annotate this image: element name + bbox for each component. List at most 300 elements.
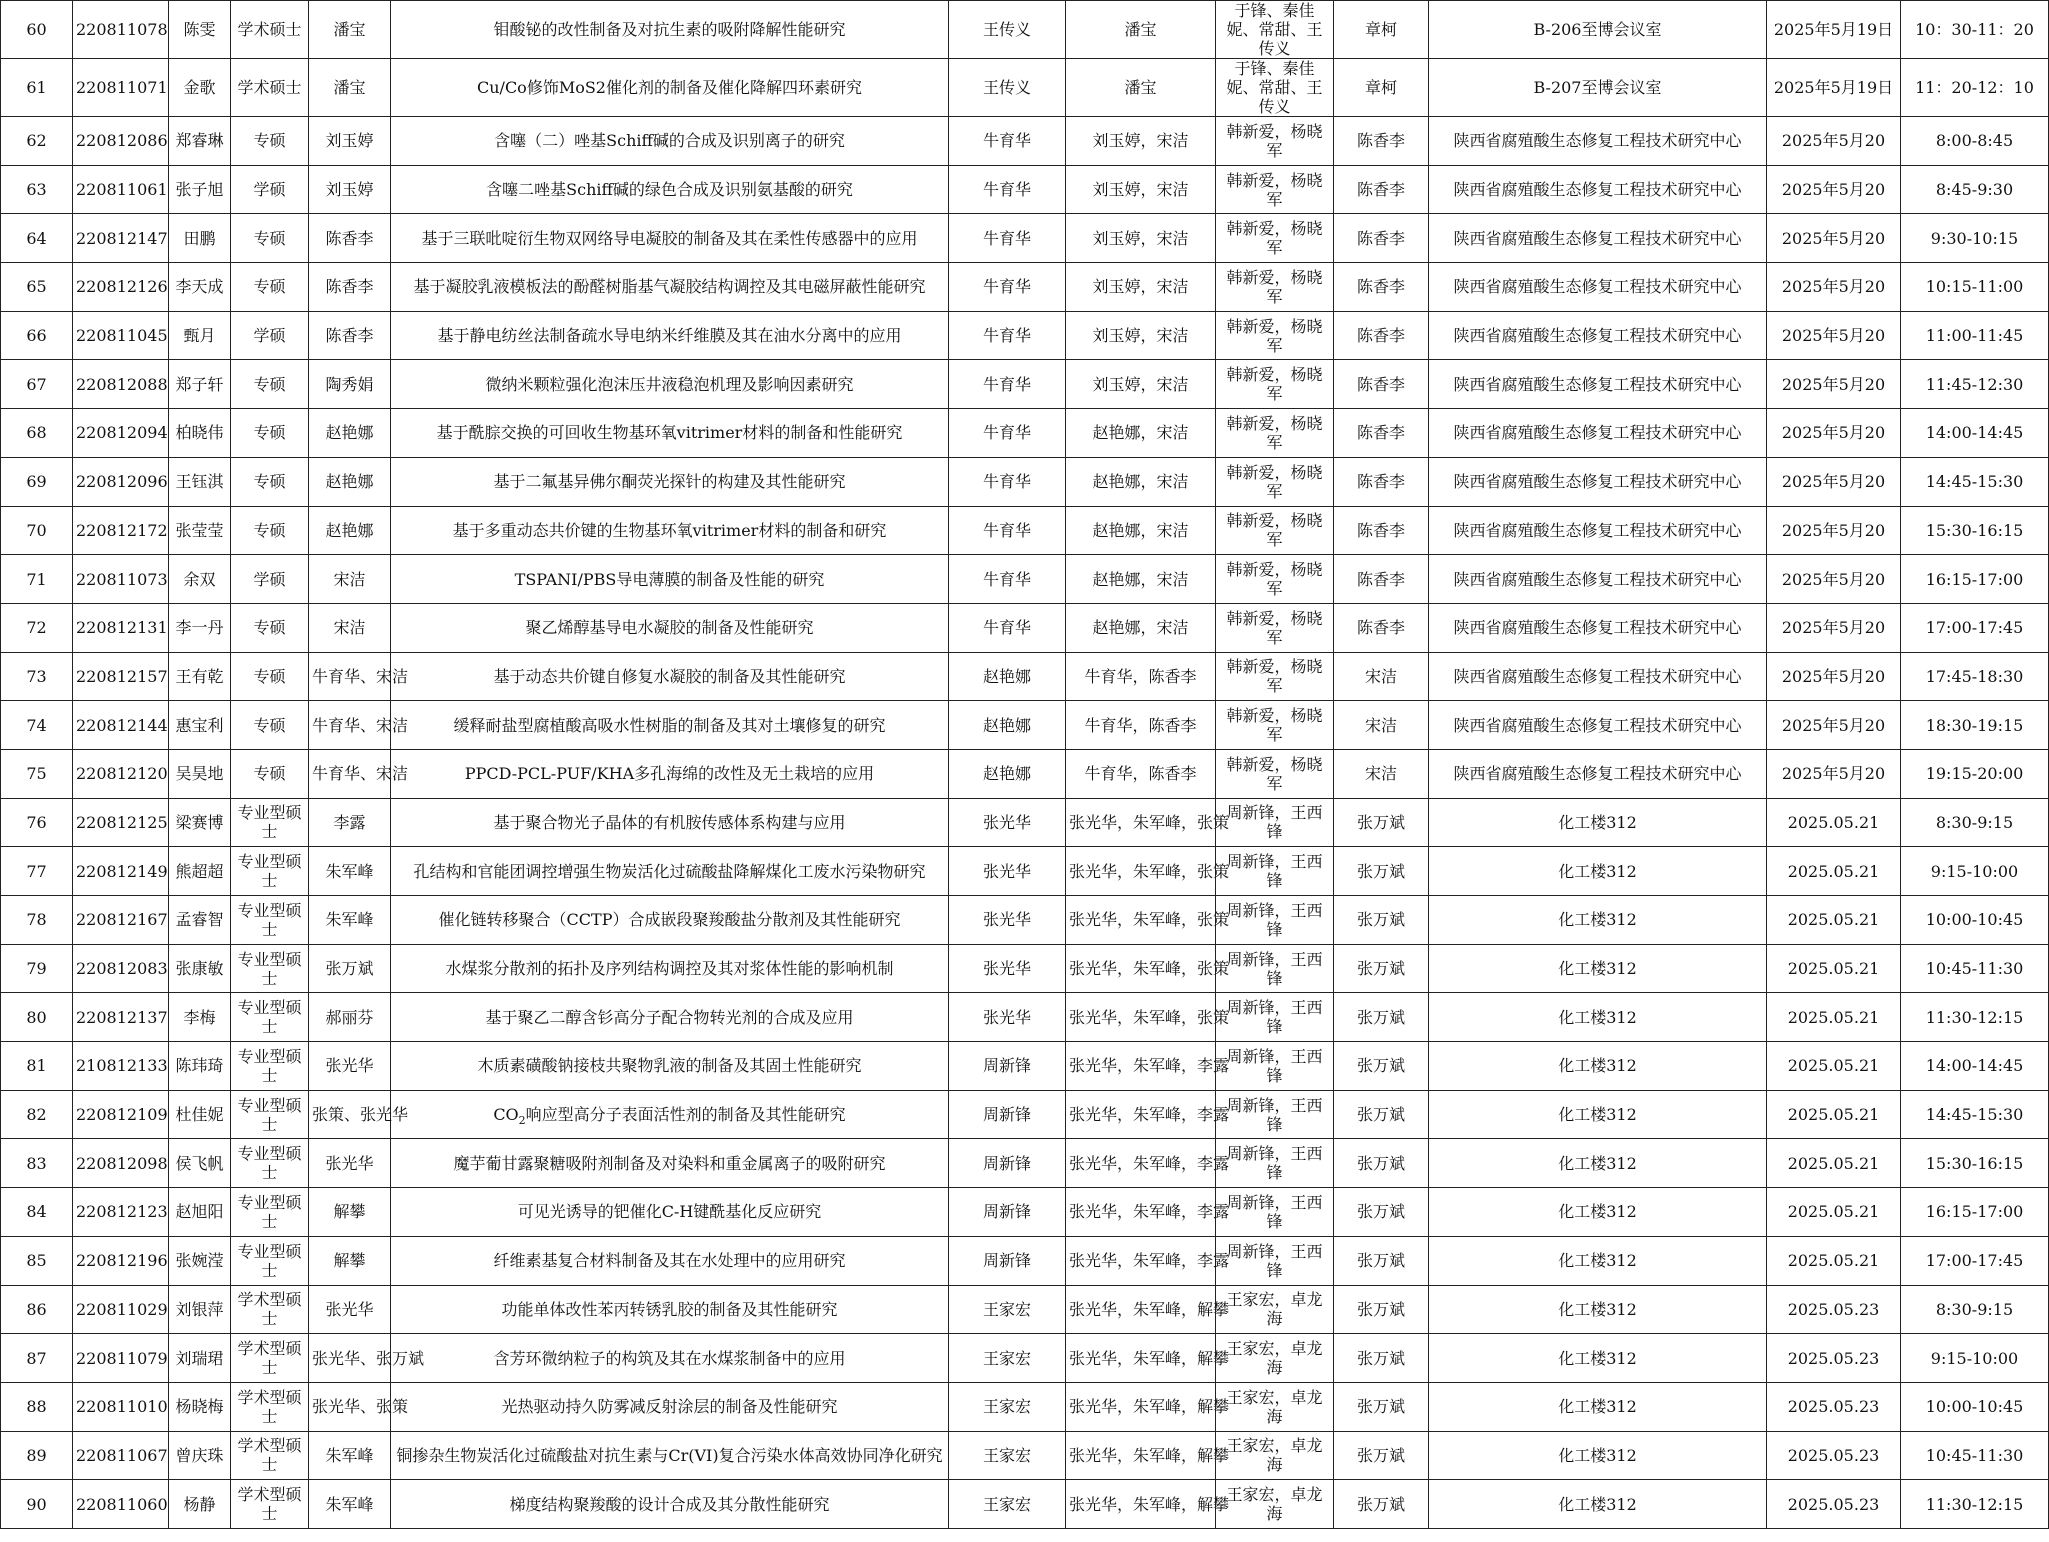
location-cell: 陕西省腐殖酸生态修复工程技术研究中心 <box>1429 701 1767 750</box>
thesis-title-cell: 纤维素基复合材料制备及其在水处理中的应用研究 <box>391 1236 949 1285</box>
advisor-cell: 张光华、张万斌 <box>309 1334 391 1383</box>
degree-type-cell: 学术型硕士 <box>231 1285 309 1334</box>
student-name-cell: 陈雯 <box>169 1 231 59</box>
location-cell: 陕西省腐殖酸生态修复工程技术研究中心 <box>1429 457 1767 506</box>
committee-members-cell: 张光华，朱军峰，解攀 <box>1066 1480 1216 1529</box>
student-id-cell: 220811067 <box>73 1431 169 1480</box>
committee-members-cell: 刘玉婷，宋洁 <box>1066 165 1216 214</box>
table-row <box>1 1 2049 59</box>
student-name-cell: 甄月 <box>169 311 231 360</box>
time-cell: 17:00-17:45 <box>1901 603 2049 652</box>
student-name-cell: 金歌 <box>169 59 231 117</box>
committee-secretary-cell: 韩新爱，杨晓军 <box>1216 603 1334 652</box>
committee-chair-cell: 牛育华 <box>949 117 1066 166</box>
table-row <box>1 1431 2049 1480</box>
date-cell: 2025年5月20 <box>1767 165 1901 214</box>
committee-chair-cell: 牛育华 <box>949 263 1066 312</box>
recorder-cell: 陈香李 <box>1334 603 1429 652</box>
student-name-cell: 张莹莹 <box>169 506 231 555</box>
thesis-title-cell: 缓释耐盐型腐植酸高吸水性树脂的制备及其对土壤修复的研究 <box>391 701 949 750</box>
degree-type-cell: 学术型硕士 <box>231 1431 309 1480</box>
committee-chair-cell: 王家宏 <box>949 1334 1066 1383</box>
advisor-cell: 张策、张光华 <box>309 1090 391 1139</box>
advisor-cell: 朱军峰 <box>309 896 391 945</box>
committee-members-cell: 张光华，朱军峰，张策 <box>1066 993 1216 1042</box>
recorder-cell: 宋洁 <box>1334 749 1429 798</box>
committee-members-cell: 张光华，朱军峰，李露 <box>1066 1090 1216 1139</box>
student-id-cell: 210812133 <box>73 1042 169 1091</box>
table-row <box>1 506 2049 555</box>
location-cell: 化工楼312 <box>1429 1042 1767 1091</box>
committee-chair-cell: 张光华 <box>949 944 1066 993</box>
student-id-cell: 220812167 <box>73 896 169 945</box>
student-id-cell: 220811045 <box>73 311 169 360</box>
table-row <box>1 1042 2049 1091</box>
student-id-cell: 220812137 <box>73 993 169 1042</box>
time-cell: 14:45-15:30 <box>1901 1090 2049 1139</box>
committee-chair-cell: 王家宏 <box>949 1382 1066 1431</box>
table-row <box>1 1236 2049 1285</box>
thesis-title-cell: 可见光诱导的钯催化C-H键酰基化反应研究 <box>391 1188 949 1237</box>
student-name-cell: 郑子轩 <box>169 360 231 409</box>
date-cell: 2025.05.23 <box>1767 1480 1901 1529</box>
degree-type-cell: 专硕 <box>231 117 309 166</box>
time-cell: 15:30-16:15 <box>1901 1139 2049 1188</box>
table-row <box>1 603 2049 652</box>
degree-type-cell: 专硕 <box>231 457 309 506</box>
committee-members-cell: 牛育华，陈香李 <box>1066 701 1216 750</box>
location-cell: 陕西省腐殖酸生态修复工程技术研究中心 <box>1429 263 1767 312</box>
committee-members-cell: 赵艳娜，宋洁 <box>1066 506 1216 555</box>
degree-type-cell: 学术型硕士 <box>231 1334 309 1383</box>
location-cell: 陕西省腐殖酸生态修复工程技术研究中心 <box>1429 360 1767 409</box>
thesis-title-cell: 魔芋葡甘露聚糖吸附剂制备及对染料和重金属离子的吸附研究 <box>391 1139 949 1188</box>
time-cell: 14:00-14:45 <box>1901 409 2049 458</box>
student-name-cell: 梁赛博 <box>169 798 231 847</box>
student-id-cell: 220811061 <box>73 165 169 214</box>
recorder-cell: 张万斌 <box>1334 1480 1429 1529</box>
committee-secretary-cell: 韩新爱，杨晓军 <box>1216 263 1334 312</box>
student-id-cell: 220812131 <box>73 603 169 652</box>
thesis-title-cell: 基于聚乙二醇含钐高分子配合物转光剂的合成及应用 <box>391 993 949 1042</box>
time-cell: 8:45-9:30 <box>1901 165 2049 214</box>
seq-number-cell: 85 <box>1 1236 73 1285</box>
date-cell: 2025.05.21 <box>1767 798 1901 847</box>
advisor-cell: 赵艳娜 <box>309 457 391 506</box>
time-cell: 19:15-20:00 <box>1901 749 2049 798</box>
committee-secretary-cell: 周新锋，王西锋 <box>1216 1090 1334 1139</box>
recorder-cell: 张万斌 <box>1334 944 1429 993</box>
student-name-cell: 刘瑞珺 <box>169 1334 231 1383</box>
thesis-title-cell: 光热驱动持久防雾减反射涂层的制备及性能研究 <box>391 1382 949 1431</box>
time-cell: 10:45-11:30 <box>1901 1431 2049 1480</box>
committee-members-cell: 赵艳娜，宋洁 <box>1066 409 1216 458</box>
student-id-cell: 220812086 <box>73 117 169 166</box>
committee-members-cell: 刘玉婷，宋洁 <box>1066 311 1216 360</box>
thesis-title-cell: 基于动态共价键自修复水凝胶的制备及其性能研究 <box>391 652 949 701</box>
recorder-cell: 陈香李 <box>1334 555 1429 604</box>
committee-chair-cell: 张光华 <box>949 896 1066 945</box>
time-cell: 17:45-18:30 <box>1901 652 2049 701</box>
degree-type-cell: 学术硕士 <box>231 1 309 59</box>
location-cell: 陕西省腐殖酸生态修复工程技术研究中心 <box>1429 117 1767 166</box>
date-cell: 2025.05.23 <box>1767 1431 1901 1480</box>
committee-chair-cell: 周新锋 <box>949 1236 1066 1285</box>
degree-type-cell: 学硕 <box>231 165 309 214</box>
time-cell: 8:30-9:15 <box>1901 1285 2049 1334</box>
advisor-cell: 宋洁 <box>309 603 391 652</box>
date-cell: 2025年5月20 <box>1767 701 1901 750</box>
date-cell: 2025年5月20 <box>1767 457 1901 506</box>
time-cell: 10:00-10:45 <box>1901 1382 2049 1431</box>
student-name-cell: 李一丹 <box>169 603 231 652</box>
date-cell: 2025年5月20 <box>1767 117 1901 166</box>
seq-number-cell: 82 <box>1 1090 73 1139</box>
time-cell: 16:15-17:00 <box>1901 1188 2049 1237</box>
table-row <box>1 652 2049 701</box>
student-name-cell: 郑睿琳 <box>169 117 231 166</box>
advisor-cell: 张光华 <box>309 1139 391 1188</box>
recorder-cell: 张万斌 <box>1334 847 1429 896</box>
student-name-cell: 孟睿智 <box>169 896 231 945</box>
date-cell: 2025.05.23 <box>1767 1285 1901 1334</box>
table-row <box>1 555 2049 604</box>
time-cell: 14:45-15:30 <box>1901 457 2049 506</box>
table-row <box>1 1188 2049 1237</box>
seq-number-cell: 65 <box>1 263 73 312</box>
seq-number-cell: 83 <box>1 1139 73 1188</box>
student-id-cell: 220811010 <box>73 1382 169 1431</box>
recorder-cell: 张万斌 <box>1334 896 1429 945</box>
committee-chair-cell: 牛育华 <box>949 506 1066 555</box>
advisor-cell: 解攀 <box>309 1188 391 1237</box>
degree-type-cell: 专业型硕士 <box>231 798 309 847</box>
thesis-title-cell: 基于二氟基异佛尔酮荧光探针的构建及其性能研究 <box>391 457 949 506</box>
location-cell: 化工楼312 <box>1429 993 1767 1042</box>
degree-type-cell: 专硕 <box>231 506 309 555</box>
committee-members-cell: 张光华，朱军峰，李露 <box>1066 1236 1216 1285</box>
committee-members-cell: 张光华，朱军峰，李露 <box>1066 1139 1216 1188</box>
table-row <box>1 749 2049 798</box>
student-id-cell: 220812196 <box>73 1236 169 1285</box>
seq-number-cell: 66 <box>1 311 73 360</box>
student-id-cell: 220812126 <box>73 263 169 312</box>
seq-number-cell: 90 <box>1 1480 73 1529</box>
seq-number-cell: 75 <box>1 749 73 798</box>
seq-number-cell: 78 <box>1 896 73 945</box>
advisor-cell: 刘玉婷 <box>309 117 391 166</box>
date-cell: 2025.05.21 <box>1767 993 1901 1042</box>
advisor-cell: 牛育华、宋洁 <box>309 701 391 750</box>
student-name-cell: 杨晓梅 <box>169 1382 231 1431</box>
committee-chair-cell: 王家宏 <box>949 1285 1066 1334</box>
seq-number-cell: 64 <box>1 214 73 263</box>
student-id-cell: 220812109 <box>73 1090 169 1139</box>
student-id-cell: 220811073 <box>73 555 169 604</box>
location-cell: B-207至博会议室 <box>1429 59 1767 117</box>
student-name-cell: 侯飞帆 <box>169 1139 231 1188</box>
committee-chair-cell: 牛育华 <box>949 165 1066 214</box>
student-id-cell: 220812157 <box>73 652 169 701</box>
recorder-cell: 宋洁 <box>1334 701 1429 750</box>
degree-type-cell: 专业型硕士 <box>231 1139 309 1188</box>
date-cell: 2025.05.21 <box>1767 1236 1901 1285</box>
committee-secretary-cell: 韩新爱，杨晓军 <box>1216 409 1334 458</box>
degree-type-cell: 专硕 <box>231 360 309 409</box>
recorder-cell: 张万斌 <box>1334 798 1429 847</box>
date-cell: 2025年5月20 <box>1767 360 1901 409</box>
committee-chair-cell: 牛育华 <box>949 214 1066 263</box>
location-cell: 陕西省腐殖酸生态修复工程技术研究中心 <box>1429 214 1767 263</box>
committee-members-cell: 张光华，朱军峰，李露 <box>1066 1188 1216 1237</box>
recorder-cell: 陈香李 <box>1334 214 1429 263</box>
table-row <box>1 1090 2049 1139</box>
committee-chair-cell: 周新锋 <box>949 1090 1066 1139</box>
thesis-title-cell: 催化链转移聚合（CCTP）合成嵌段聚羧酸盐分散剂及其性能研究 <box>391 896 949 945</box>
advisor-cell: 陈香李 <box>309 311 391 360</box>
location-cell: 化工楼312 <box>1429 1334 1767 1383</box>
degree-type-cell: 专业型硕士 <box>231 847 309 896</box>
degree-type-cell: 专硕 <box>231 652 309 701</box>
committee-members-cell: 赵艳娜，宋洁 <box>1066 555 1216 604</box>
committee-chair-cell: 张光华 <box>949 798 1066 847</box>
committee-chair-cell: 王家宏 <box>949 1431 1066 1480</box>
table-row <box>1 117 2049 166</box>
location-cell: 化工楼312 <box>1429 847 1767 896</box>
advisor-cell: 潘宝 <box>309 59 391 117</box>
location-cell: 化工楼312 <box>1429 896 1767 945</box>
thesis-title-cell: Cu/Co修饰MoS2催化剂的制备及催化降解四环素研究 <box>391 59 949 117</box>
time-cell: 15:30-16:15 <box>1901 506 2049 555</box>
location-cell: 陕西省腐殖酸生态修复工程技术研究中心 <box>1429 749 1767 798</box>
advisor-cell: 李露 <box>309 798 391 847</box>
advisor-cell: 刘玉婷 <box>309 165 391 214</box>
student-name-cell: 杨静 <box>169 1480 231 1529</box>
recorder-cell: 章柯 <box>1334 1 1429 59</box>
seq-number-cell: 76 <box>1 798 73 847</box>
committee-members-cell: 牛育华，陈香李 <box>1066 652 1216 701</box>
date-cell: 2025.05.23 <box>1767 1382 1901 1431</box>
thesis-title-cell: 水煤浆分散剂的拓扑及序列结构调控及其对浆体性能的影响机制 <box>391 944 949 993</box>
location-cell: 陕西省腐殖酸生态修复工程技术研究中心 <box>1429 409 1767 458</box>
committee-secretary-cell: 韩新爱，杨晓军 <box>1216 214 1334 263</box>
location-cell: 陕西省腐殖酸生态修复工程技术研究中心 <box>1429 165 1767 214</box>
recorder-cell: 张万斌 <box>1334 1285 1429 1334</box>
date-cell: 2025年5月19日 <box>1767 59 1901 117</box>
time-cell: 9:30-10:15 <box>1901 214 2049 263</box>
date-cell: 2025年5月20 <box>1767 555 1901 604</box>
committee-secretary-cell: 韩新爱，杨晓军 <box>1216 360 1334 409</box>
title-part: 响应型高分子表面活性剂的制备及其性能研究 <box>525 1105 846 1125</box>
committee-chair-cell: 赵艳娜 <box>949 701 1066 750</box>
table-row <box>1 1480 2049 1529</box>
table-row <box>1 409 2049 458</box>
committee-members-cell: 潘宝 <box>1066 59 1216 117</box>
date-cell: 2025.05.21 <box>1767 1188 1901 1237</box>
degree-type-cell: 学硕 <box>231 555 309 604</box>
time-cell: 17:00-17:45 <box>1901 1236 2049 1285</box>
student-id-cell: 220812172 <box>73 506 169 555</box>
date-cell: 2025年5月20 <box>1767 506 1901 555</box>
student-id-cell: 220812094 <box>73 409 169 458</box>
committee-members-cell: 张光华，朱军峰，张策 <box>1066 896 1216 945</box>
date-cell: 2025.05.21 <box>1767 1090 1901 1139</box>
thesis-title-cell: 含噻二唑基Schiff碱的绿色合成及识别氨基酸的研究 <box>391 165 949 214</box>
student-id-cell: 220812088 <box>73 360 169 409</box>
student-name-cell: 李梅 <box>169 993 231 1042</box>
committee-secretary-cell: 韩新爱，杨晓军 <box>1216 117 1334 166</box>
thesis-title-cell: 基于凝胶乳液模板法的酚醛树脂基气凝胶结构调控及其电磁屏蔽性能研究 <box>391 263 949 312</box>
time-cell: 10：30-11：20 <box>1901 1 2049 59</box>
seq-number-cell: 67 <box>1 360 73 409</box>
degree-type-cell: 专业型硕士 <box>231 1236 309 1285</box>
committee-secretary-cell: 韩新爱，杨晓军 <box>1216 457 1334 506</box>
advisor-cell: 赵艳娜 <box>309 409 391 458</box>
committee-chair-cell: 张光华 <box>949 993 1066 1042</box>
advisor-cell: 陈香李 <box>309 214 391 263</box>
time-cell: 11:30-12:15 <box>1901 1480 2049 1529</box>
committee-secretary-cell: 周新锋，王西锋 <box>1216 1139 1334 1188</box>
student-id-cell: 220812125 <box>73 798 169 847</box>
thesis-title-cell: 孔结构和官能团调控增强生物炭活化过硫酸盐降解煤化工废水污染物研究 <box>391 847 949 896</box>
committee-chair-cell: 周新锋 <box>949 1188 1066 1237</box>
committee-secretary-cell: 周新锋，王西锋 <box>1216 896 1334 945</box>
table-row <box>1 1285 2049 1334</box>
committee-chair-cell: 牛育华 <box>949 603 1066 652</box>
student-id-cell: 220811079 <box>73 1334 169 1383</box>
location-cell: 化工楼312 <box>1429 1382 1767 1431</box>
committee-chair-cell: 牛育华 <box>949 360 1066 409</box>
committee-secretary-cell: 周新锋，王西锋 <box>1216 1042 1334 1091</box>
seq-number-cell: 63 <box>1 165 73 214</box>
location-cell: 化工楼312 <box>1429 944 1767 993</box>
committee-members-cell: 赵艳娜，宋洁 <box>1066 457 1216 506</box>
committee-secretary-cell: 于锋、秦佳妮、常甜、王传义 <box>1216 1 1334 59</box>
table-row <box>1 847 2049 896</box>
recorder-cell: 陈香李 <box>1334 457 1429 506</box>
table-row <box>1 360 2049 409</box>
committee-secretary-cell: 韩新爱，杨晓军 <box>1216 652 1334 701</box>
location-cell: 陕西省腐殖酸生态修复工程技术研究中心 <box>1429 311 1767 360</box>
committee-secretary-cell: 王家宏，卓龙海 <box>1216 1431 1334 1480</box>
date-cell: 2025年5月19日 <box>1767 1 1901 59</box>
committee-secretary-cell: 韩新爱，杨晓军 <box>1216 749 1334 798</box>
recorder-cell: 张万斌 <box>1334 1139 1429 1188</box>
student-id-cell: 220812123 <box>73 1188 169 1237</box>
thesis-title-cell: TSPANI/PBS导电薄膜的制备及性能的研究 <box>391 555 949 604</box>
location-cell: B-206至博会议室 <box>1429 1 1767 59</box>
advisor-cell: 陶秀娟 <box>309 360 391 409</box>
committee-secretary-cell: 周新锋，王西锋 <box>1216 798 1334 847</box>
recorder-cell: 张万斌 <box>1334 1042 1429 1091</box>
recorder-cell: 陈香李 <box>1334 311 1429 360</box>
table-row <box>1 944 2049 993</box>
recorder-cell: 陈香李 <box>1334 263 1429 312</box>
degree-type-cell: 学术型硕士 <box>231 1382 309 1431</box>
seq-number-cell: 77 <box>1 847 73 896</box>
date-cell: 2025年5月20 <box>1767 263 1901 312</box>
committee-secretary-cell: 王家宏，卓龙海 <box>1216 1334 1334 1383</box>
advisor-cell: 张光华、张策 <box>309 1382 391 1431</box>
student-id-cell: 220812144 <box>73 701 169 750</box>
recorder-cell: 陈香李 <box>1334 117 1429 166</box>
committee-members-cell: 张光华，朱军峰，解攀 <box>1066 1382 1216 1431</box>
advisor-cell: 张光华 <box>309 1285 391 1334</box>
committee-chair-cell: 王传义 <box>949 1 1066 59</box>
committee-members-cell: 赵艳娜，宋洁 <box>1066 603 1216 652</box>
recorder-cell: 张万斌 <box>1334 1090 1429 1139</box>
location-cell: 化工楼312 <box>1429 1431 1767 1480</box>
recorder-cell: 陈香李 <box>1334 506 1429 555</box>
location-cell: 化工楼312 <box>1429 1188 1767 1237</box>
student-name-cell: 张婉滢 <box>169 1236 231 1285</box>
seq-number-cell: 86 <box>1 1285 73 1334</box>
time-cell: 18:30-19:15 <box>1901 701 2049 750</box>
committee-secretary-cell: 于锋、秦佳妮、常甜、王传义 <box>1216 59 1334 117</box>
degree-type-cell: 专硕 <box>231 749 309 798</box>
date-cell: 2025.05.21 <box>1767 896 1901 945</box>
table-row <box>1 1334 2049 1383</box>
advisor-cell: 朱军峰 <box>309 1480 391 1529</box>
committee-secretary-cell: 韩新爱，杨晓军 <box>1216 701 1334 750</box>
committee-members-cell: 刘玉婷，宋洁 <box>1066 360 1216 409</box>
committee-chair-cell: 周新锋 <box>949 1042 1066 1091</box>
time-cell: 9:15-10:00 <box>1901 847 2049 896</box>
student-name-cell: 赵旭阳 <box>169 1188 231 1237</box>
seq-number-cell: 73 <box>1 652 73 701</box>
student-id-cell: 220812120 <box>73 749 169 798</box>
student-name-cell: 陈玮琦 <box>169 1042 231 1091</box>
recorder-cell: 张万斌 <box>1334 1334 1429 1383</box>
thesis-title-cell: 基于多重动态共价键的生物基环氧vitrimer材料的制备和研究 <box>391 506 949 555</box>
location-cell: 陕西省腐殖酸生态修复工程技术研究中心 <box>1429 603 1767 652</box>
advisor-cell: 朱军峰 <box>309 847 391 896</box>
date-cell: 2025年5月20 <box>1767 311 1901 360</box>
location-cell: 化工楼312 <box>1429 1480 1767 1529</box>
thesis-title-cell: 梯度结构聚羧酸的设计合成及其分散性能研究 <box>391 1480 949 1529</box>
committee-members-cell: 张光华，朱军峰，解攀 <box>1066 1285 1216 1334</box>
time-cell: 11:00-11:45 <box>1901 311 2049 360</box>
student-name-cell: 王钰淇 <box>169 457 231 506</box>
student-id-cell: 220812083 <box>73 944 169 993</box>
committee-chair-cell: 牛育华 <box>949 457 1066 506</box>
committee-secretary-cell: 王家宏，卓龙海 <box>1216 1480 1334 1529</box>
committee-secretary-cell: 周新锋，王西锋 <box>1216 847 1334 896</box>
committee-secretary-cell: 王家宏，卓龙海 <box>1216 1285 1334 1334</box>
seq-number-cell: 84 <box>1 1188 73 1237</box>
title-subscript: 2 <box>518 1114 526 1128</box>
committee-members-cell: 张光华，朱军峰，张策 <box>1066 847 1216 896</box>
time-cell: 11:30-12:15 <box>1901 993 2049 1042</box>
advisor-cell: 陈香李 <box>309 263 391 312</box>
seq-number-cell: 88 <box>1 1382 73 1431</box>
thesis-title-cell: 含噻（二）唑基Schiff碱的合成及识别离子的研究 <box>391 117 949 166</box>
time-cell: 16:15-17:00 <box>1901 555 2049 604</box>
recorder-cell: 张万斌 <box>1334 1382 1429 1431</box>
time-cell: 11:45-12:30 <box>1901 360 2049 409</box>
degree-type-cell: 学术硕士 <box>231 59 309 117</box>
committee-members-cell: 张光华，朱军峰，解攀 <box>1066 1334 1216 1383</box>
committee-secretary-cell: 周新锋，王西锋 <box>1216 993 1334 1042</box>
table-row <box>1 59 2049 117</box>
committee-chair-cell: 赵艳娜 <box>949 652 1066 701</box>
student-name-cell: 曾庆珠 <box>169 1431 231 1480</box>
time-cell: 11：20-12：10 <box>1901 59 2049 117</box>
table-row <box>1 311 2049 360</box>
committee-chair-cell: 牛育华 <box>949 409 1066 458</box>
thesis-title-cell: 微纳米颗粒强化泡沫压井液稳泡机理及影响因素研究 <box>391 360 949 409</box>
student-name-cell: 刘银萍 <box>169 1285 231 1334</box>
